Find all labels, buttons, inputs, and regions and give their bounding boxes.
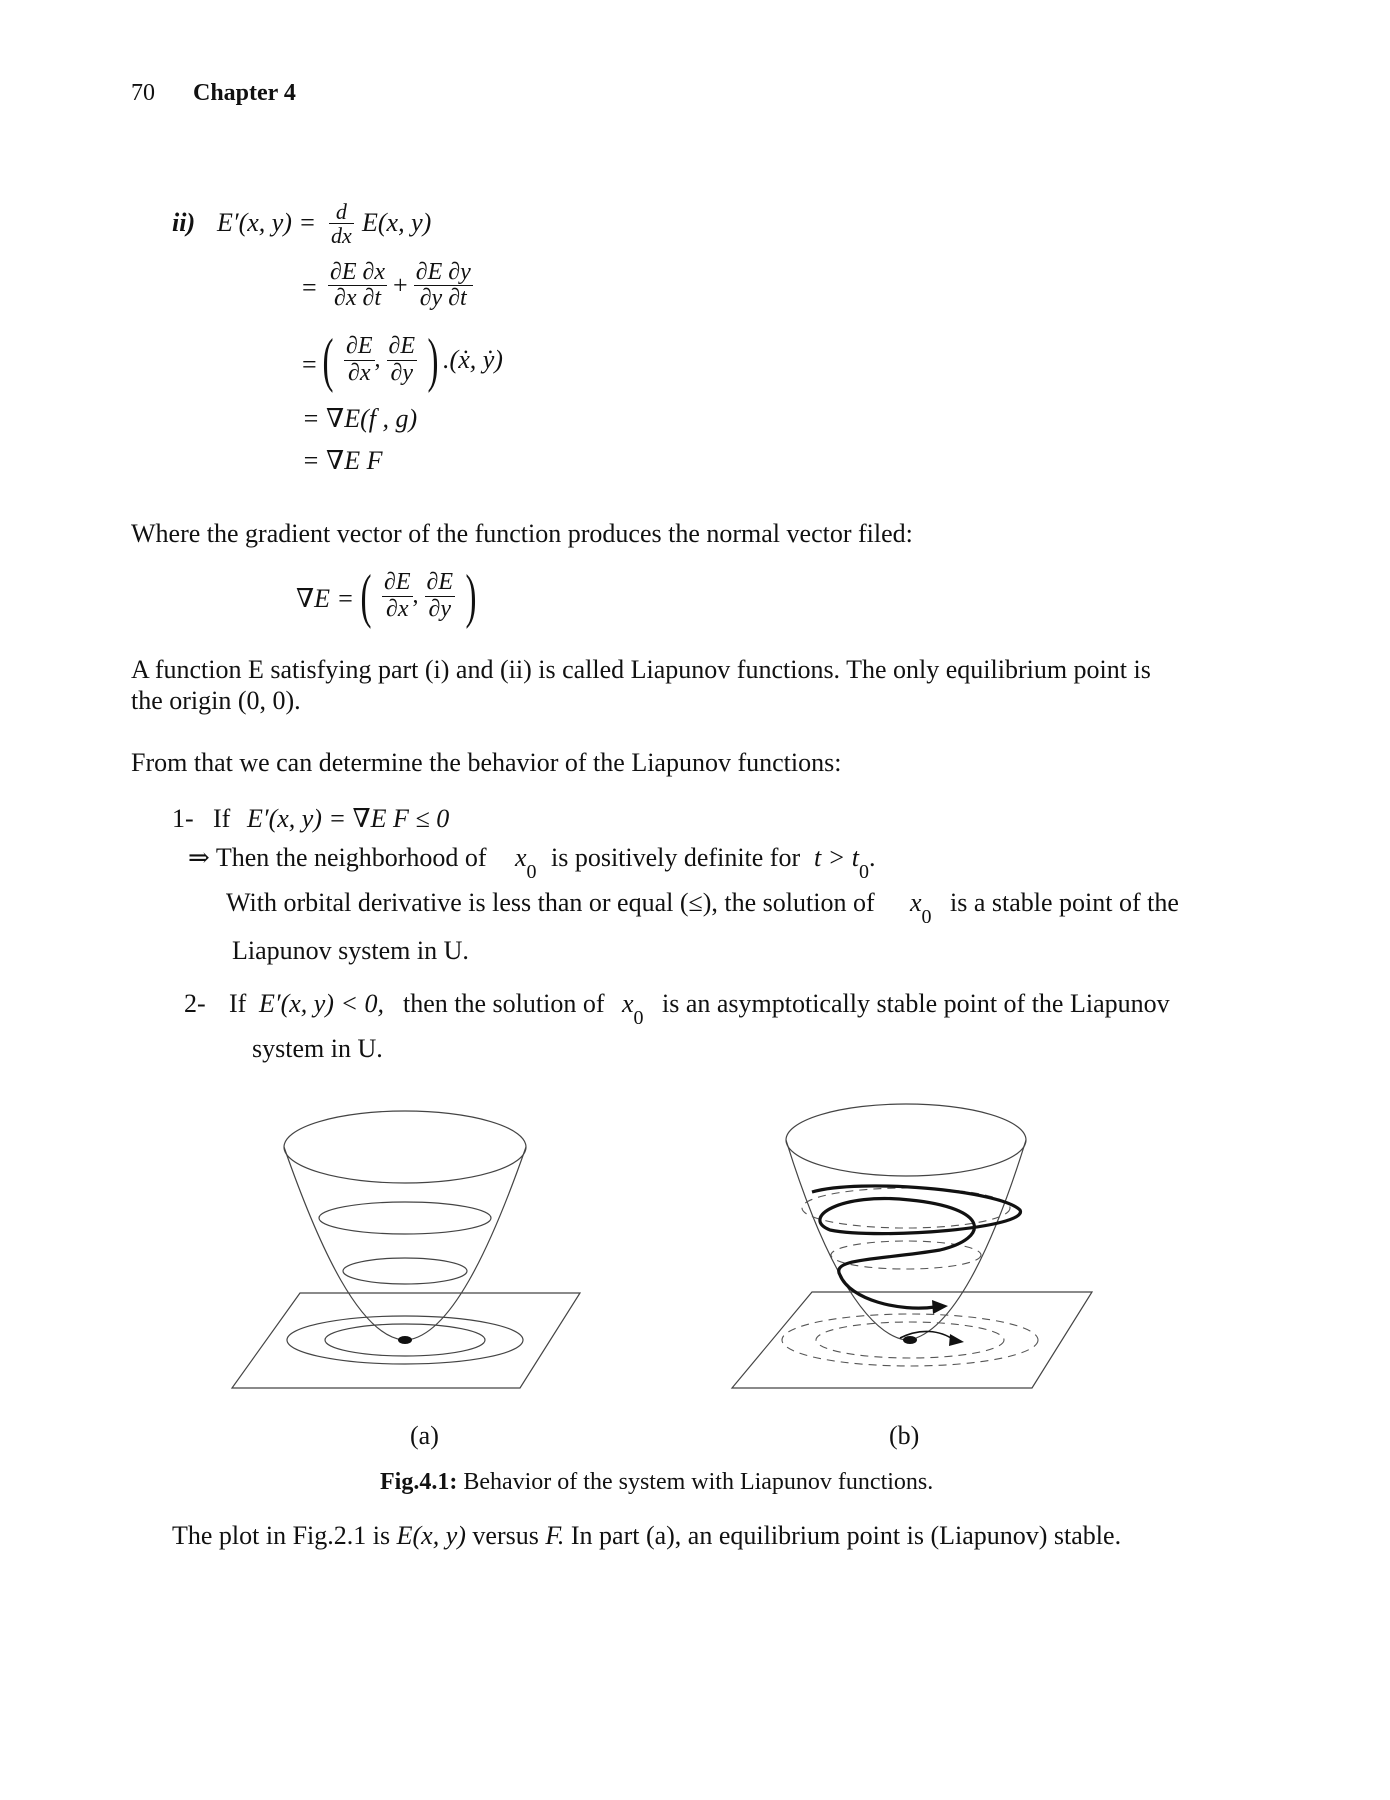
paragraph-plot xyxy=(172,1521,1121,1551)
item1-then-post: is positively definite for xyxy=(551,843,801,872)
item1-then-pre: ⇒ Then the neighborhood of xyxy=(188,843,487,872)
derivation-label: ii) xyxy=(172,208,196,237)
item1-with-line2: Liapunov system in U. xyxy=(232,936,469,965)
bowl-mid-a xyxy=(319,1202,491,1234)
derivation-line1-rhs: E(x, y) xyxy=(362,208,432,237)
item1-with-pre: With orbital derivative is less than or equal (≤), the solution of xyxy=(226,888,875,917)
item1-with-x0 xyxy=(910,888,932,928)
subscript-zero: 0 xyxy=(921,906,932,928)
item1-cond-pre: If xyxy=(213,804,231,833)
figure-caption xyxy=(380,1469,933,1496)
item2-marker: 2- xyxy=(184,989,206,1018)
plus-sign: + xyxy=(393,270,408,300)
gradient-lhs: ∇E = xyxy=(296,584,355,613)
frac-den: ∂y xyxy=(390,359,414,386)
plot-F: F. xyxy=(545,1521,565,1550)
item2-line2: system in U. xyxy=(252,1034,383,1063)
gradient-formula: ( $\frac{\partial E}{\partial x}$ , $\frac{\partial E}{\partial y}$ ) xyxy=(360,563,477,629)
item1-cond: E′(x, y) = ∇E F ≤ 0 xyxy=(247,804,450,833)
figure-caption-text: Behavior of the system with Liapunov functions. xyxy=(457,1469,934,1495)
item2-mid: then the solution of xyxy=(403,989,605,1018)
plot-expr: E(x, y) xyxy=(396,1521,466,1550)
item1-x0 xyxy=(515,843,537,883)
equilibrium-point-b xyxy=(903,1336,917,1344)
item1-with-post: is a stable point of the xyxy=(950,888,1179,917)
eq-sign: = xyxy=(302,350,317,379)
paragraph-gradient: Where the gradient vector of the function produces the normal vector filed: xyxy=(131,519,913,548)
plot-mid: versus xyxy=(472,1521,539,1550)
item2-x0 xyxy=(622,989,644,1029)
frac-num: ∂E xyxy=(345,333,373,360)
paragraph-behavior: From that we can determine the behavior of the Liapunov functions: xyxy=(131,748,842,777)
frac-den: dx xyxy=(331,223,352,249)
derivation-line2 xyxy=(328,260,473,311)
frac-num: ∂E ∂y xyxy=(415,259,471,285)
frac-num: ∂E xyxy=(426,569,454,596)
frac-den: ∂y xyxy=(428,595,452,622)
derivation-line3-tail: .(ẋ, ẏ) xyxy=(443,345,503,374)
arrow-head-b1 xyxy=(932,1300,948,1314)
paragraph-liapunov-def-line1: A function E satisfying part (i) and (ii) is called Liapunov functions. The only equilibrium point is xyxy=(131,655,1151,684)
t-expr: t > t xyxy=(814,843,859,872)
derivation-line1-frac xyxy=(329,200,354,247)
chapter-title: Chapter 4 xyxy=(193,80,296,106)
arrow-head-b2 xyxy=(949,1334,964,1346)
bowl-top-b xyxy=(786,1104,1026,1176)
frac-den: ∂x xyxy=(347,359,371,386)
plot-post: In part (a), an equilibrium point is (Liapunov) stable. xyxy=(570,1521,1122,1550)
item1-t-expr xyxy=(814,843,876,883)
item1-marker: 1- xyxy=(172,804,194,833)
bowl-top-a xyxy=(284,1111,526,1183)
frac-num: d xyxy=(329,200,354,224)
plot-pre: The plot in Fig.2.1 is xyxy=(172,1521,391,1550)
frac-num: ∂E ∂x xyxy=(330,259,386,285)
frac-num: ∂E xyxy=(388,333,416,360)
item2-post: is an asymptotically stable point of the Liapunov xyxy=(662,989,1170,1018)
item2-pre: If xyxy=(229,989,247,1018)
frac-den: ∂x xyxy=(385,595,409,622)
figure-label-b: (b) xyxy=(889,1421,920,1450)
frac-den: ∂y ∂t xyxy=(419,285,467,312)
page-number: 70 xyxy=(131,80,155,106)
figure-a xyxy=(220,1110,600,1400)
bowl-left-a xyxy=(284,1147,403,1340)
derivation-line5: = ∇E F xyxy=(302,446,383,475)
subscript-zero: 0 xyxy=(633,1007,644,1029)
bowl-right-a xyxy=(407,1147,526,1340)
item2-cond: E′(x, y) < 0, xyxy=(259,989,385,1018)
derivation-line3: ( $\frac{\partial E}{\partial x}$ , $\frac{\partial E}{\partial y}$ ) .(ẋ, ẏ) xyxy=(322,327,503,393)
x-var: x xyxy=(910,888,922,917)
x-var: x xyxy=(515,843,527,872)
derivation-line4: = ∇E(f , g) xyxy=(302,404,418,433)
frac-num: ∂E xyxy=(383,569,411,596)
paragraph-liapunov-def-line2: the origin (0, 0). xyxy=(131,686,301,715)
figure-label-a: (a) xyxy=(410,1421,439,1450)
bowl-low-a xyxy=(343,1258,467,1284)
subscript-zero: 0 xyxy=(859,861,869,883)
figure-b xyxy=(720,1100,1120,1400)
subscript-zero: 0 xyxy=(526,861,537,883)
figure-caption-label: Fig.4.1: xyxy=(380,1469,458,1495)
eq-sign: = xyxy=(302,273,317,302)
derivation-line1-lhs: E′(x, y) = xyxy=(217,208,317,237)
period: . xyxy=(869,843,876,872)
equilibrium-point-a xyxy=(398,1336,412,1344)
bowl-left-b xyxy=(786,1140,905,1340)
x-var: x xyxy=(622,989,634,1018)
frac-den: ∂x ∂t xyxy=(333,285,382,312)
